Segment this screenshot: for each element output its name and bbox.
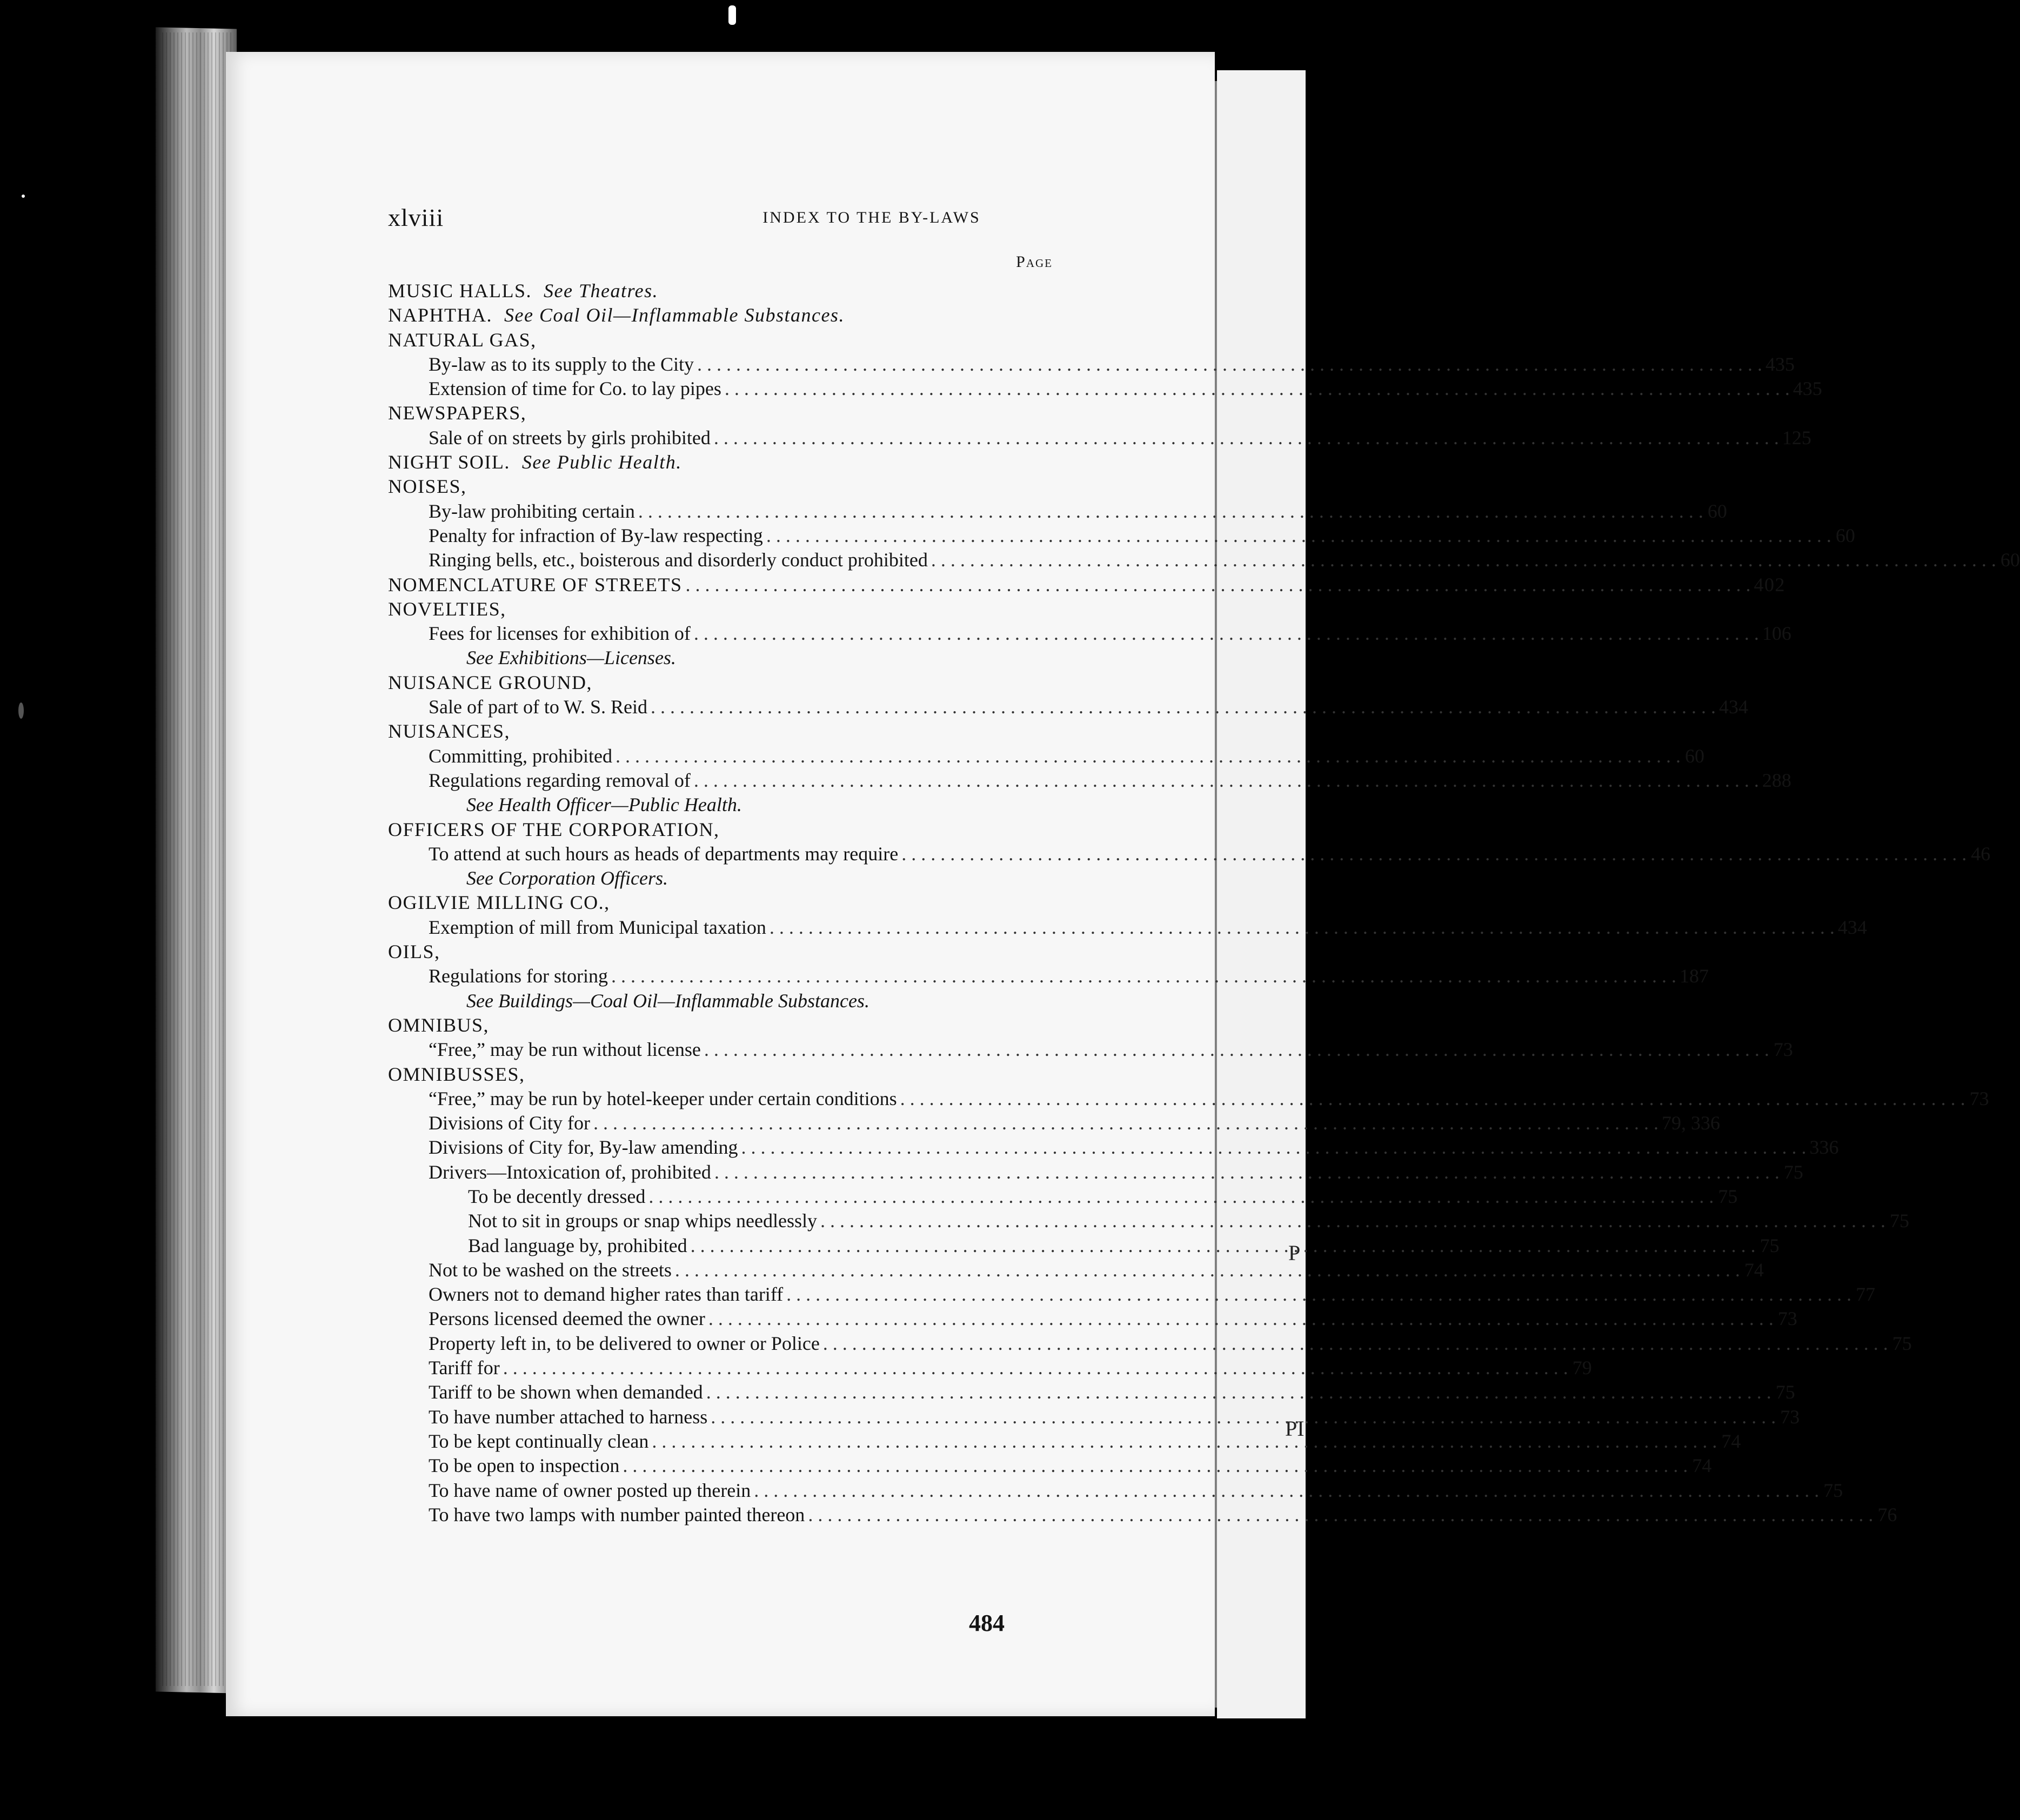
- entry-text: NIGHT SOIL.: [388, 451, 510, 473]
- index-entry-heading: [388, 719, 1382, 744]
- dot-leader: [697, 352, 1762, 377]
- entry-text: To have number attached to harness: [429, 1406, 708, 1428]
- index-entry-heading: [388, 1013, 1382, 1038]
- entry-text: To have name of owner posted up therein: [429, 1479, 751, 1501]
- index-entry-sub: [388, 964, 1709, 988]
- entry-text: Regulations for storing: [429, 965, 608, 987]
- see-reference: See Coal Oil—Inflammable Substances.: [504, 304, 845, 326]
- entry-text: OFFICERS OF THE CORPORATION,: [388, 818, 720, 840]
- entry-text: MUSIC HALLS.: [388, 280, 532, 302]
- entry-text: Tariff to be shown when demanded: [429, 1381, 703, 1403]
- entry-text: “Free,” may be run without license: [429, 1039, 701, 1061]
- dot-leader: [694, 621, 1759, 646]
- page-reference: 74: [1692, 1455, 1712, 1477]
- page-column-heading: Page: [1016, 253, 1053, 271]
- index-entry-sub: [388, 548, 2020, 572]
- running-head: [388, 203, 1355, 236]
- page-reference: 402: [1754, 573, 1786, 595]
- page-reference: 73: [1969, 1087, 1989, 1109]
- dot-leader: [786, 1282, 1851, 1307]
- page-reference: 187: [1679, 965, 1709, 987]
- page-reference: 435: [1765, 353, 1795, 375]
- index-entry-subsub: [388, 1234, 1780, 1258]
- index-entry-heading: [388, 818, 1382, 842]
- roman-folio: xlviii: [388, 204, 444, 231]
- dot-leader: [754, 1478, 1819, 1503]
- film-speck: [22, 195, 25, 198]
- dot-leader: [711, 1405, 1776, 1429]
- entry-text: Not to sit in groups or snap whips needlessly: [468, 1210, 817, 1232]
- see-reference: See Public Health.: [521, 451, 682, 473]
- index-entry-sub: [388, 1135, 1839, 1160]
- page-reference: 75: [1718, 1185, 1738, 1207]
- dot-leader: [931, 548, 1996, 572]
- index-entry-sub: [388, 1282, 1876, 1307]
- index-entry-heading: [388, 450, 1382, 474]
- page-reference: 75: [1889, 1210, 1909, 1232]
- page-reference: 75: [1760, 1234, 1780, 1256]
- index-entry-sub: [388, 695, 1748, 719]
- dot-leader: [652, 1429, 1717, 1454]
- dot-leader: [900, 1087, 1965, 1111]
- index-entry-see: [388, 793, 1382, 817]
- page-reference: 79: [1572, 1357, 1592, 1379]
- book-page: [226, 52, 2020, 1716]
- index-entry-heading: [388, 401, 1382, 425]
- index-entry-see: [388, 866, 1382, 891]
- entry-text: “Free,” may be run by hotel-keeper under certain conditions: [429, 1087, 897, 1109]
- page-reference: 434: [1837, 916, 1867, 938]
- entry-text: Committing, prohibited: [429, 745, 612, 767]
- page-reference: 74: [1721, 1430, 1741, 1452]
- page-reference: 74: [1744, 1259, 1764, 1281]
- index-entry-sub: [388, 1111, 1721, 1135]
- dot-leader: [616, 744, 1681, 768]
- page-reference: 75: [1775, 1381, 1795, 1403]
- entry-text: NEWSPAPERS,: [388, 402, 527, 424]
- index-entry-sub: [388, 1087, 1989, 1111]
- page-reference: 73: [1773, 1039, 1793, 1061]
- page-reference: 73: [1777, 1308, 1797, 1330]
- index-entry-sub: [388, 1331, 1912, 1356]
- index-entry-sub: [388, 1380, 1795, 1404]
- index-list: [388, 279, 2020, 1527]
- dot-leader: [725, 377, 1790, 401]
- dot-leader: [503, 1356, 1568, 1380]
- entry-text: NATURAL GAS,: [388, 329, 537, 351]
- index-entry-heading: [388, 474, 1382, 499]
- entry-text: Not to be washed on the streets: [429, 1259, 672, 1281]
- page-reference: 75: [1892, 1332, 1912, 1354]
- page-reference: 76: [1877, 1503, 1897, 1525]
- dot-leader: [648, 1185, 1714, 1209]
- entry-text: Ringing bells, etc., boisterous and disorderly conduct prohibited: [429, 549, 928, 571]
- entry-text: To attend at such hours as heads of departments may require: [429, 842, 899, 865]
- entry-text: Fees for licenses for exhibition of: [429, 623, 691, 645]
- entry-text: Divisions of City for, By-law amending: [429, 1136, 738, 1159]
- dot-leader: [741, 1135, 1807, 1160]
- entry-text: Exemption of mill from Municipal taxation: [429, 916, 766, 938]
- dot-leader: [766, 524, 1831, 548]
- dot-leader: [714, 1160, 1780, 1185]
- index-entry-sub: [388, 915, 1867, 940]
- index-entry-sub: [388, 744, 1704, 768]
- entry-text: Divisions of City for: [429, 1112, 591, 1134]
- entry-text: NUISANCES,: [388, 720, 511, 742]
- index-entry-sub: [388, 1258, 1764, 1282]
- index-entry-sub: [388, 352, 1795, 377]
- next-page-fragment: P: [1288, 1241, 1301, 1265]
- entry-text: See Corporation Officers.: [466, 867, 668, 889]
- entry-text: OILS,: [388, 941, 440, 963]
- entry-text: Tariff for: [429, 1357, 500, 1379]
- index-entry-heading: [388, 328, 1382, 352]
- entry-text: Bad language by, prohibited: [468, 1234, 687, 1256]
- dot-leader: [686, 573, 1751, 597]
- dot-leader: [651, 695, 1716, 719]
- entry-text: Property left in, to be delivered to owner or Police: [429, 1332, 820, 1354]
- index-entry-sub: [388, 1356, 1592, 1380]
- index-entry-heading: [388, 279, 1382, 303]
- entry-text: NUISANCE GROUND,: [388, 671, 593, 693]
- page-reference: 79, 336: [1662, 1112, 1721, 1134]
- entry-text: By-law prohibiting certain: [429, 500, 635, 522]
- index-entry-sub: [388, 499, 1727, 524]
- dot-leader: [638, 499, 1703, 524]
- entry-text: Sale of on streets by girls prohibited: [429, 426, 711, 449]
- page-reference: 106: [1762, 623, 1791, 645]
- entry-text: See Buildings—Coal Oil—Inflammable Substances.: [466, 989, 869, 1012]
- index-entry-heading: [388, 671, 1382, 695]
- page-reference: 77: [1856, 1283, 1876, 1306]
- page-reference: 60: [2000, 549, 2020, 571]
- entry-text: OMNIBUSSES,: [388, 1063, 525, 1085]
- index-entry-see: [388, 989, 1382, 1013]
- dot-leader: [901, 842, 1967, 866]
- index-entry-sub: [388, 1454, 1712, 1478]
- index-entry-heading: [388, 573, 1786, 597]
- page-reference: 434: [1718, 696, 1748, 718]
- entry-text: Regulations regarding removal of: [429, 769, 691, 791]
- dot-leader: [706, 1380, 1771, 1404]
- dot-leader: [708, 1307, 1774, 1331]
- entry-text: Sale of part of to W. S. Reid: [429, 696, 647, 718]
- index-entry-heading: [388, 303, 1382, 327]
- index-entry-heading: [388, 891, 1382, 915]
- index-entry-sub: [388, 768, 1791, 793]
- entry-text: NOISES,: [388, 476, 467, 498]
- dot-leader: [694, 768, 1759, 793]
- entry-text: To have two lamps with number painted thereon: [429, 1503, 805, 1525]
- dot-leader: [623, 1454, 1688, 1478]
- entry-text: NAPHTHA.: [388, 304, 493, 326]
- page-reference: 60: [1707, 500, 1727, 522]
- dot-leader: [823, 1331, 1888, 1356]
- index-entry-heading: [388, 597, 1382, 621]
- index-entry-heading: [388, 1062, 1382, 1087]
- index-entry-sub: [388, 1405, 1800, 1429]
- dot-leader: [593, 1111, 1658, 1135]
- running-title: INDEX TO THE BY-LAWS: [762, 209, 981, 226]
- film-speck: [18, 702, 24, 719]
- index-entry-sub: [388, 377, 1822, 401]
- index-entry-subsub: [388, 1209, 1909, 1233]
- index-entry-sub: [388, 621, 1791, 646]
- dot-leader: [770, 915, 1835, 940]
- entry-text: To be decently dressed: [468, 1185, 646, 1207]
- film-speck: [728, 5, 736, 25]
- see-reference: See Theatres.: [544, 280, 659, 302]
- dot-leader: [808, 1503, 1873, 1527]
- entry-text: To be open to inspection: [429, 1455, 620, 1477]
- dot-leader: [675, 1258, 1740, 1282]
- index-entry-heading: [388, 940, 1382, 964]
- index-entry-sub: [388, 842, 1991, 866]
- dot-leader: [714, 426, 1779, 450]
- page-reference: 46: [1971, 842, 1991, 865]
- dot-leader: [704, 1038, 1769, 1062]
- entry-text: Extension of time for Co. to lay pipes: [429, 378, 721, 400]
- index-entry-sub: [388, 1160, 1803, 1185]
- page-reference: 125: [1782, 426, 1811, 449]
- dot-leader: [611, 964, 1676, 988]
- entry-text: Persons licensed deemed the owner: [429, 1308, 705, 1330]
- entry-text: OMNIBUS,: [388, 1014, 490, 1036]
- page-edges: [162, 32, 232, 1686]
- dot-leader: [820, 1209, 1885, 1233]
- page-reference: 75: [1783, 1161, 1803, 1183]
- page-reference: 60: [1685, 745, 1704, 767]
- page-reference: 288: [1762, 769, 1791, 791]
- index-entry-sub: [388, 1429, 1741, 1454]
- entry-text: OGILVIE MILLING CO.,: [388, 892, 610, 914]
- index-entry-sub: [388, 426, 1811, 450]
- entry-text: To be kept continually clean: [429, 1430, 649, 1452]
- entry-text: Drivers—Intoxication of, prohibited: [429, 1161, 711, 1183]
- entry-text: By-law as to its supply to the City: [429, 353, 694, 375]
- next-page-fragment: PI: [1285, 1416, 1305, 1441]
- index-entry-sub: [388, 1038, 1793, 1062]
- page-reference: 336: [1809, 1136, 1839, 1159]
- page-number: 484: [969, 1610, 1005, 1636]
- entry-text: See Exhibitions—Licenses.: [466, 647, 676, 669]
- entry-text: Owners not to demand higher rates than tariff: [429, 1283, 784, 1306]
- entry-text: NOVELTIES,: [388, 598, 506, 620]
- index-entry-sub: [388, 1503, 1897, 1527]
- index-entry-subsub: [388, 1185, 1738, 1209]
- page-reference: 73: [1780, 1406, 1800, 1428]
- index-entry-sub: [388, 1307, 1797, 1331]
- entry-text: Penalty for infraction of By-law respecting: [429, 524, 763, 546]
- entry-text: NOMENCLATURE OF STREETS: [388, 573, 683, 595]
- page-reference: 60: [1835, 524, 1855, 546]
- index-entry-sub: [388, 524, 1855, 548]
- index-entry-sub: [388, 1478, 1843, 1503]
- entry-text: See Health Officer—Public Health.: [466, 794, 742, 816]
- index-entry-see: [388, 646, 1382, 670]
- page-reference: 75: [1823, 1479, 1843, 1501]
- page-reference: 435: [1792, 378, 1822, 400]
- dot-leader: [691, 1234, 1756, 1258]
